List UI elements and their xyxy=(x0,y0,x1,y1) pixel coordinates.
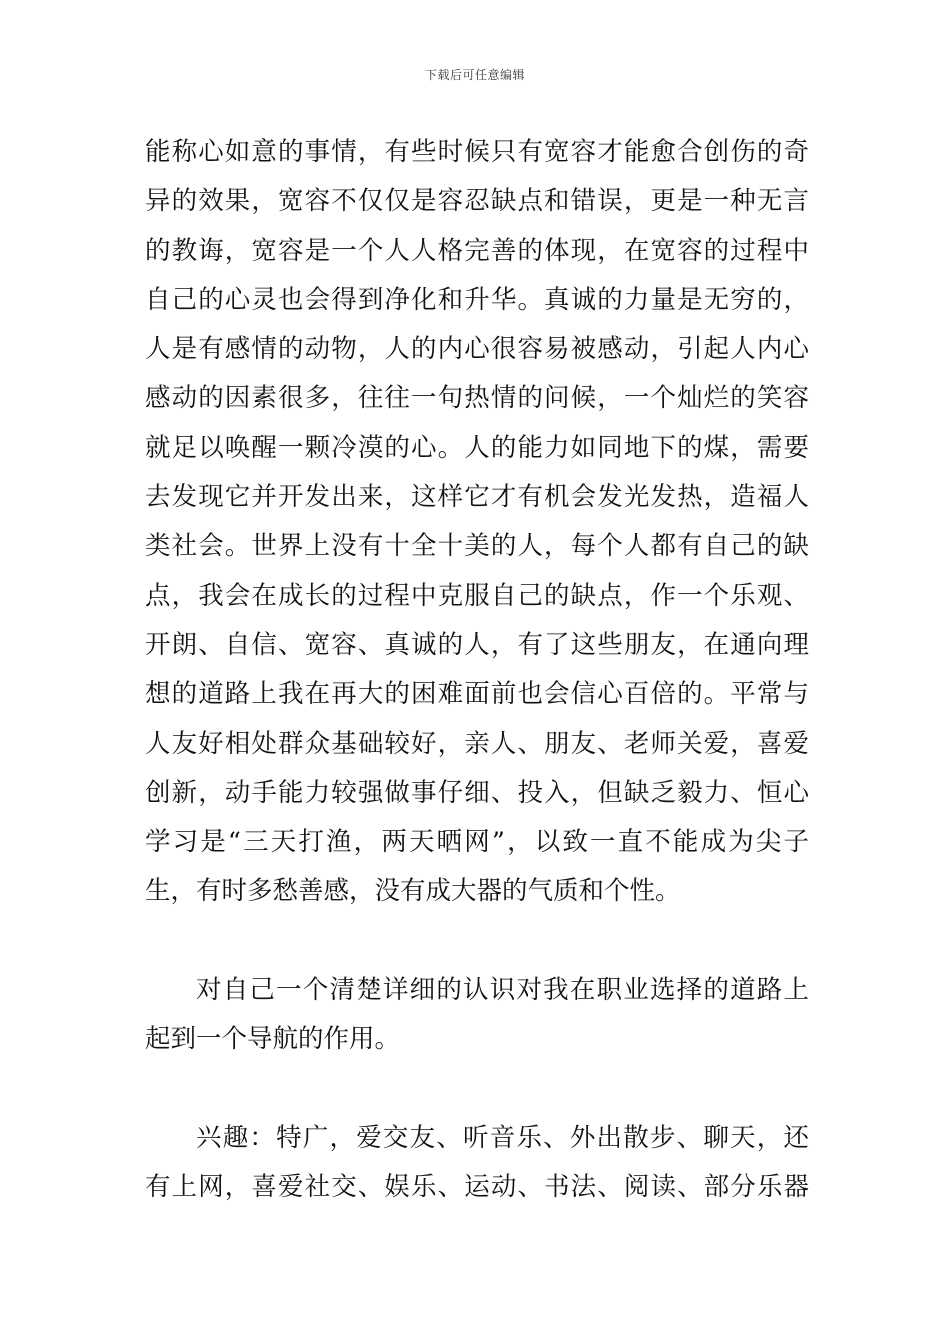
paragraph-3 xyxy=(145,1114,809,1213)
text-line: 感动的因素很多，往往一句热情的问候，一个灿烂的笑容 xyxy=(145,383,809,414)
text-line: 起到一个导航的作用。 xyxy=(145,1024,401,1055)
text-line: 开朗、自信、宽容、真诚的人，有了这些朋友，在通向理 xyxy=(145,629,809,660)
text-line: 就足以唤醒一颗冷漠的心。人的能力如同地下的煤，需要 xyxy=(145,432,809,463)
text-line: 异的效果，宽容不仅仅是容忍缺点和错误，更是一种无言 xyxy=(145,186,809,217)
text-line: 学习是“三天打渔，两天晒网”，以致一直不能成为尖子 xyxy=(145,827,809,858)
text-line: 的教诲，宽容是一个人人格完善的体现，在宽容的过程中 xyxy=(145,235,809,266)
text-line: 生，有时多愁善感，没有成大器的气质和个性。 xyxy=(145,876,681,907)
text-line: 想的道路上我在再大的困难面前也会信心百倍的。平常与 xyxy=(145,679,809,710)
text-line: 去发现它并开发出来，这样它才有机会发光发热，造福人 xyxy=(145,482,809,513)
text-line: 人是有感情的动物，人的内心很容易被感动，引起人内心 xyxy=(145,334,809,365)
text-line: 兴趣：特广，爱交友、听音乐、外出散步、聊天，还 xyxy=(196,1122,809,1153)
text-line: 类社会。世界上没有十全十美的人，每个人都有自己的缺 xyxy=(145,531,809,562)
paragraph-2 xyxy=(145,966,809,1065)
text-line: 人友好相处群众基础较好，亲人、朋友、老师关爱，喜爱 xyxy=(145,728,809,759)
text-line: 自己的心灵也会得到净化和升华。真诚的力量是无穷的， xyxy=(145,284,809,315)
text-line: 对自己一个清楚详细的认识对我在职业选择的道路上 xyxy=(196,975,809,1006)
paragraph-1 xyxy=(145,128,809,917)
page-header: 下载后可任意编辑 xyxy=(424,68,525,82)
text-line: 有上网，喜爱社交、娱乐、运动、书法、阅读、部分乐器 xyxy=(145,1172,809,1203)
paragraph-gap xyxy=(145,917,809,966)
text-line: 能称心如意的事情，有些时候只有宽容才能愈合创伤的奇 xyxy=(145,137,809,167)
document-body xyxy=(145,128,809,1213)
text-line: 创新，动手能力较强做事仔细、投入，但缺乏毅力、恒心 xyxy=(145,777,809,808)
paragraph-gap xyxy=(145,1065,809,1114)
text-line: 点，我会在成长的过程中克服自己的缺点，作一个乐观、 xyxy=(145,580,809,611)
